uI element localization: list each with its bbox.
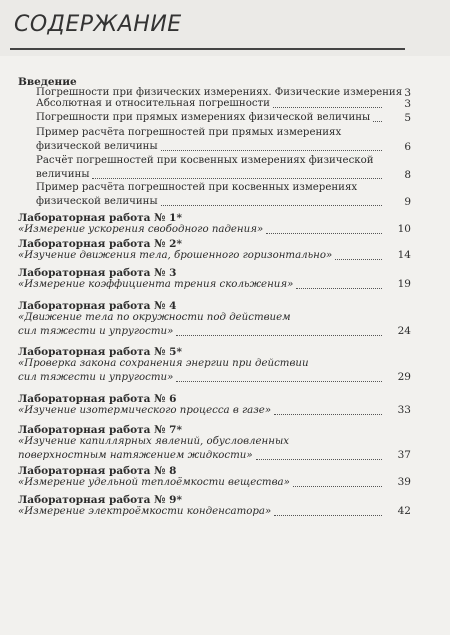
- lab-page: 37: [397, 449, 411, 461]
- dot-leader: [373, 121, 382, 122]
- lab-subtitle: «Изучение капиллярных явлений, обусловленных: [18, 436, 289, 447]
- intro-entry-page: 5: [404, 112, 411, 124]
- dot-leader: [274, 515, 382, 516]
- lab-subtitle: «Измерение удельной теплоёмкости вещества»: [18, 477, 290, 488]
- intro-entry-text: физической величины: [36, 141, 158, 152]
- lab-page: 33: [397, 404, 411, 416]
- dot-leader: [176, 381, 382, 382]
- lab-subtitle: «Проверка закона сохранения энергии при действии: [18, 358, 309, 369]
- dot-leader: [176, 335, 382, 336]
- intro-entry-text: Расчёт погрешностей при косвенных измерениях физической: [36, 155, 374, 166]
- lab-title: Лабораторная работа № 3: [18, 267, 177, 279]
- lab-title: Лабораторная работа № 1*: [18, 212, 182, 224]
- intro-entry-text: физической величины: [36, 196, 158, 207]
- lab-subtitle: «Движение тела по окружности под действием: [18, 312, 291, 323]
- lab-title: Лабораторная работа № 6: [18, 393, 177, 405]
- intro-heading: Введение: [18, 76, 77, 88]
- intro-entry-page: 9: [404, 196, 411, 208]
- page-title: СОДЕРЖАНИЕ: [14, 12, 182, 37]
- dot-leader: [161, 205, 382, 206]
- lab-subtitle: поверхностным натяжением жидкости»: [18, 450, 253, 461]
- intro-entry-text: Погрешности при прямых измерениях физической величины: [36, 112, 371, 123]
- lab-title: Лабораторная работа № 8: [18, 465, 177, 477]
- dot-leader: [92, 178, 382, 179]
- dot-leader: [296, 288, 382, 289]
- dot-leader: [335, 259, 382, 260]
- lab-subtitle: сил тяжести и упругости»: [18, 326, 174, 337]
- lab-page: 29: [397, 371, 411, 383]
- dot-leader: [293, 486, 382, 487]
- intro-entry-page: 6: [404, 141, 411, 153]
- lab-page: 14: [397, 249, 411, 261]
- intro-entry-page: 8: [404, 169, 411, 181]
- lab-subtitle: «Измерение коэффициента трения скольжения»: [18, 279, 294, 290]
- lab-subtitle: «Измерение ускорения свободного падения»: [18, 224, 264, 235]
- dot-leader: [161, 150, 382, 151]
- lab-page: 42: [397, 505, 411, 517]
- lab-title: Лабораторная работа № 4: [18, 300, 177, 312]
- lab-title: Лабораторная работа № 2*: [18, 238, 182, 250]
- dot-leader: [273, 107, 382, 108]
- dot-leader: [266, 233, 382, 234]
- lab-subtitle: сил тяжести и упругости»: [18, 372, 174, 383]
- dot-leader: [256, 459, 382, 460]
- lab-subtitle: «Изучение изотермического процесса в газе»: [18, 405, 272, 416]
- lab-page: 10: [397, 223, 411, 235]
- intro-entry-text: Абсолютная и относительная погрешности: [36, 98, 270, 109]
- lab-subtitle: «Изучение движения тела, брошенного горизонтально»: [18, 250, 333, 261]
- lab-title: Лабораторная работа № 7*: [18, 424, 182, 436]
- lab-title: Лабораторная работа № 9*: [18, 494, 182, 506]
- lab-subtitle: «Измерение электроёмкости конденсатора»: [18, 506, 272, 517]
- lab-title: Лабораторная работа № 5*: [18, 346, 182, 358]
- dot-leader: [274, 414, 382, 415]
- lab-page: 39: [397, 476, 411, 488]
- intro-entry-text: величины: [36, 169, 90, 180]
- intro-entry-page: 3: [404, 98, 411, 110]
- lab-page: 24: [397, 325, 411, 337]
- lab-page: 19: [397, 278, 411, 290]
- intro-entry-text: Пример расчёта погрешностей при прямых измерениях: [36, 127, 342, 138]
- intro-entry-text: Погрешности при физических измерениях. Физические измерения: [36, 87, 403, 98]
- intro-entry-page: 3: [404, 87, 411, 99]
- intro-entry-text: Пример расчёта погрешностей при косвенных измерениях: [36, 182, 358, 193]
